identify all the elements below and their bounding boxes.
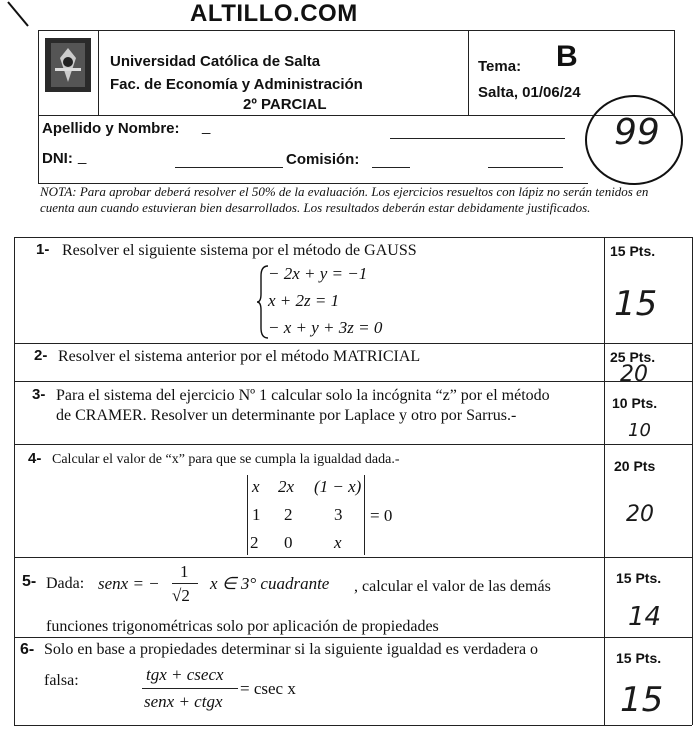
q4-number: 4- <box>28 450 42 467</box>
q5-text-pre: Dada: <box>46 575 85 592</box>
dni-value[interactable]: _ <box>78 148 87 165</box>
exam-note: NOTA: Para aprobar deberá resolver el 50% de la evaluación. Los ejercicios resueltos con lápiz no serán tenidos en cuenta aun cuando estuvieran bien desarrollados. Los resultados deberán estar debidamente justificados. <box>40 184 649 215</box>
q6-text-line1: Solo en base a propiedades determinar si la siguiente igualdad es verdadera o <box>44 641 539 658</box>
q3-points: 10 Pts. <box>612 395 658 411</box>
q5-points: 15 Pts. <box>616 570 662 586</box>
q1-number: 1- <box>36 241 50 258</box>
q2-score: 20 <box>620 362 648 387</box>
final-grade: 99 <box>614 112 660 153</box>
exam-date: Salta, 01/06/24 <box>478 84 581 101</box>
det-r1-c2: 2x <box>278 477 295 496</box>
q1-equation-1: − 2x + y = −1 <box>268 264 368 283</box>
q1-equation-3: − x + y + 3z = 0 <box>268 318 383 337</box>
q6-rhs: = csec x <box>240 679 296 698</box>
q1-text: Resolver el siguiente sistema por el método de GAUSS <box>62 242 417 259</box>
q6-text-line2: falsa: <box>44 672 79 689</box>
q1-score: 15 <box>614 284 658 324</box>
q5-formula-rest: x ∈ 3° cuadrante <box>210 574 330 593</box>
q1-points: 15 Pts. <box>610 243 656 259</box>
q5-frac-num: 1 <box>180 562 189 581</box>
q6-frac-den: senx + ctgx <box>144 692 223 711</box>
q1-equation-2: x + 2z = 1 <box>268 291 340 310</box>
q4-score: 20 <box>626 502 654 527</box>
det-r3-c2: 0 <box>284 533 293 552</box>
name-value[interactable]: _ <box>202 118 211 135</box>
watermark: ALTILLO.COM <box>190 0 358 27</box>
tema-value: B <box>556 40 578 73</box>
q3-text-line2: de CRAMER. Resolver un determinante por Laplace y otro por Sarrus.- <box>56 407 517 424</box>
det-r2-c2: 2 <box>284 505 293 524</box>
q5-formula-lhs: senx = − <box>98 574 160 593</box>
det-r1-c1: x <box>252 477 260 496</box>
exam-title: 2º PARCIAL <box>243 96 327 113</box>
q4-points: 20 Pts <box>614 458 656 474</box>
university-name: Universidad Católica de Salta <box>110 53 321 70</box>
q5-text-post: , calcular el valor de las demás <box>354 578 551 595</box>
q2-number: 2- <box>34 347 48 364</box>
q2-text: Resolver el sistema anterior por el método MATRICIAL <box>58 348 421 365</box>
q4-equals: = 0 <box>370 506 393 525</box>
comision-label: Comisión: <box>286 151 360 168</box>
corner-scribble <box>0 0 60 40</box>
q5-score: 14 <box>628 602 662 632</box>
name-label: Apellido y Nombre: <box>42 120 180 137</box>
university-crest-icon <box>45 38 91 92</box>
q6-frac-num: tgx + csecx <box>146 665 224 684</box>
tema-label: Tema: <box>478 58 522 75</box>
q5-number: 5- <box>22 573 37 590</box>
q6-number: 6- <box>20 641 35 658</box>
q3-number: 3- <box>32 386 46 403</box>
q3-score: 10 <box>628 420 651 441</box>
faculty-name: Fac. de Economía y Administración <box>110 76 363 93</box>
q6-score: 15 <box>620 680 664 720</box>
q5-frac-den: √2 <box>172 586 190 605</box>
q3-text-line1: Para el sistema del ejercicio Nº 1 calcular solo la incógnita “z” por el método <box>56 387 550 404</box>
det-r2-c1: 1 <box>252 505 261 524</box>
det-r1-c3: (1 − x) <box>314 477 362 496</box>
det-r3-c1: 2 <box>250 533 259 552</box>
det-r3-c3: x <box>334 533 342 552</box>
q4-text: Calcular el valor de “x” para que se cumpla la igualdad dada.- <box>52 452 400 467</box>
q5-text-line2: funciones trigonométricas solo por aplicación de propiedades <box>46 618 439 635</box>
q2-points: 25 Pts. <box>610 349 656 365</box>
det-r2-c3: 3 <box>334 505 343 524</box>
q6-points: 15 Pts. <box>616 650 662 666</box>
dni-label: DNI: <box>42 150 73 167</box>
